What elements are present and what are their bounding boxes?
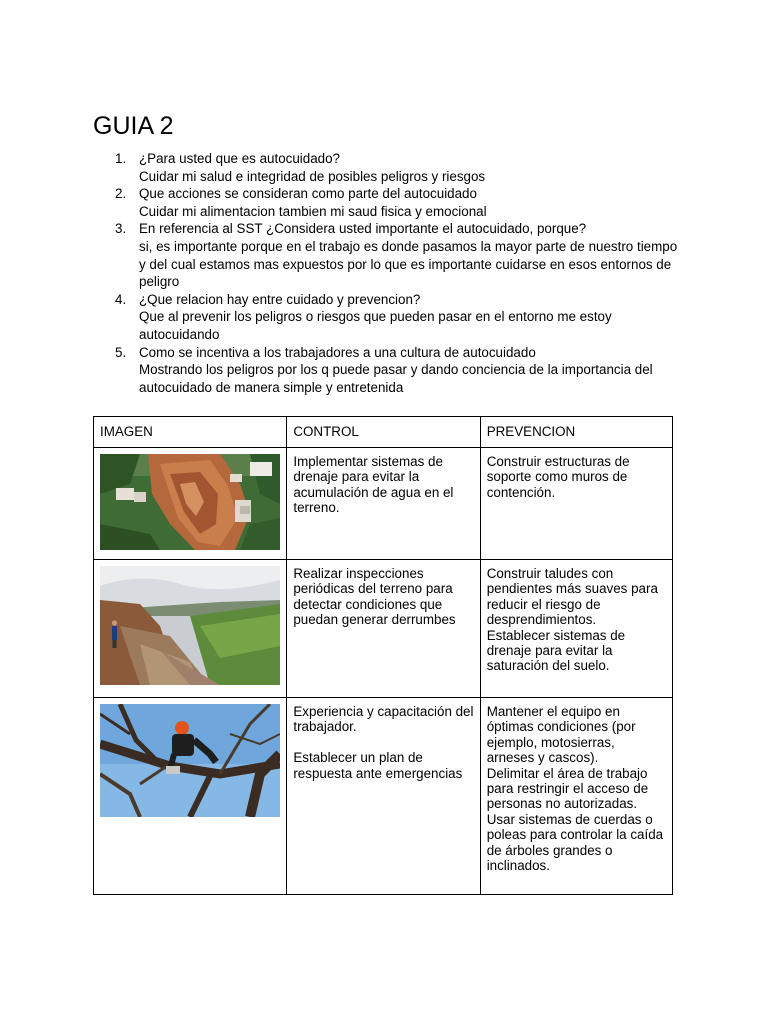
control-cell <box>287 560 480 698</box>
control-cell <box>287 698 480 895</box>
control-text: Experiencia y capacitación del trabajador. Establecer un plan de respuesta ante emergencias <box>293 704 474 781</box>
table-row <box>94 448 673 560</box>
header-imagen: IMAGEN <box>94 417 287 448</box>
prevention-text: Construir taludes con pendientes más suaves para reducir el riesgo de desprendimientos. Establecer sistemas de drenaje para evitar la saturación del suelo. <box>486 566 658 674</box>
question-number: 2. <box>115 186 127 202</box>
table-row <box>94 698 673 895</box>
list-item <box>93 344 683 397</box>
control-cell <box>287 448 480 560</box>
question-text: Que acciones se consideran como parte del autocuidado <box>139 186 477 202</box>
header-control: CONTROL <box>287 417 480 448</box>
list-item <box>93 220 683 290</box>
question-text: En referencia al SST ¿Considera usted importante el autocuidado, porque? <box>139 221 587 237</box>
question-number: 5. <box>115 344 127 360</box>
control-text: Implementar sistemas de drenaje para evitar la acumulación de agua en el terreno. <box>293 454 458 516</box>
question-text: ¿Para usted que es autocuidado? <box>139 151 341 166</box>
answer-text: Que al prevenir los peligros o riesgos que pueden pasar en el entorno me estoy autocuidando <box>139 309 612 342</box>
control-prevention-table <box>93 416 673 895</box>
question-text: Como se incentiva a los trabajadores a una cultura de autocuidado <box>139 344 536 360</box>
control-text: Realizar inspecciones periódicas del terreno para detectar condiciones que puedan generar derrumbes <box>293 566 457 628</box>
prevention-cell <box>480 560 672 698</box>
question-number: 1. <box>115 151 127 166</box>
question-number: 3. <box>115 221 127 237</box>
image-cell <box>94 560 287 698</box>
header-prevencion: PREVENCION <box>480 417 672 448</box>
prevention-cell <box>480 698 672 895</box>
list-item <box>93 150 683 185</box>
page-title: GUIA 2 <box>93 112 174 140</box>
image-cell <box>94 698 287 895</box>
prevention-text: Construir estructuras de soporte como muros de contención. <box>486 454 634 500</box>
list-item <box>93 291 683 344</box>
landslide-photo-icon <box>100 454 280 550</box>
prevention-cell <box>480 448 672 560</box>
table-header-row <box>94 417 673 448</box>
question-number: 4. <box>115 291 127 307</box>
answer-text: Cuidar mi salud e integridad de posibles peligros y riesgos <box>139 168 486 184</box>
answer-text: Cuidar mi alimentacion tambien mi saud fisica y emocional <box>139 203 487 219</box>
question-list <box>93 150 683 396</box>
image-cell <box>94 448 287 560</box>
answer-text: Mostrando los peligros por los q puede pasar y dando conciencia de la importancia del autocuidado de manera simple y entretenida <box>139 362 653 395</box>
question-text: ¿Que relacion hay entre cuidado y prevencion? <box>139 291 421 307</box>
table-row <box>94 560 673 698</box>
prevention-text: Mantener el equipo en óptimas condiciones (por ejemplo, motosierras, arneses y cascos). Delimitar el área de trabajo para restringir el acceso de personas no autorizadas. Usar sistemas de cuerdas o poleas para controlar la caída de árboles grandes o inclinados. <box>486 704 664 874</box>
answer-text: si, es importante porque en el trabajo es donde pasamos la mayor parte de nuestro tiempo y del cual estamos mas expuestos por lo que es importante cuidarse en esos entornos de peligro <box>139 238 678 290</box>
tree-worker-photo-icon <box>100 704 280 817</box>
slope-collapse-photo-icon <box>100 566 280 685</box>
list-item <box>93 185 683 220</box>
